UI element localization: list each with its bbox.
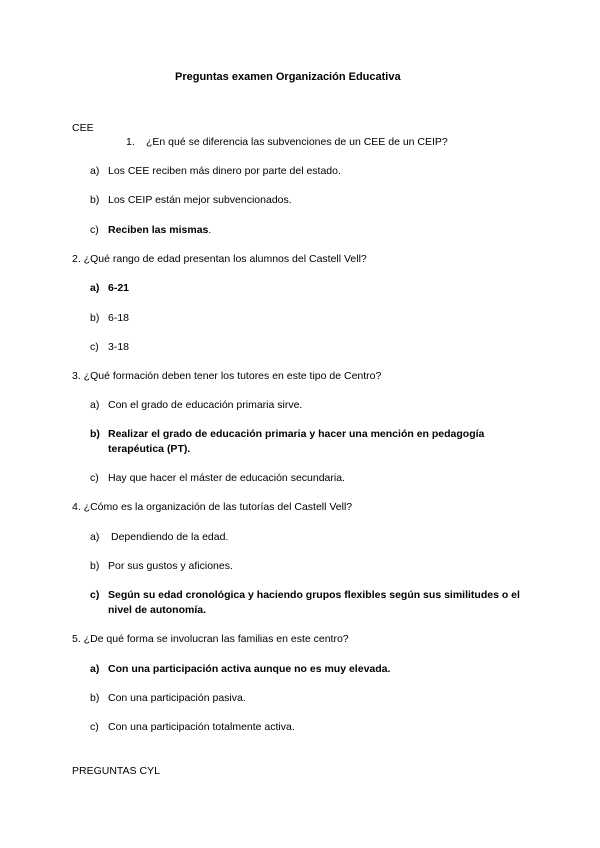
option-letter: b): [90, 692, 100, 704]
question-3-text: 3. ¿Qué formación deben tener los tutores en este tipo de Centro?: [72, 370, 382, 382]
q4-option-b: Por sus gustos y aficiones.: [108, 560, 233, 572]
q1-option-c-suffix: .: [208, 224, 212, 236]
page-title: Preguntas examen Organización Educativa: [175, 71, 401, 83]
q3-option-b: Realizar el grado de educación primaria y hacer una mención en pedagogía terapéutica (PT).: [108, 428, 485, 455]
option-letter: c): [90, 472, 99, 484]
question-5-text: 5. ¿De qué forma se involucran las familias en este centro?: [72, 633, 349, 645]
option-letter: c): [90, 589, 100, 601]
option-letter: a): [90, 165, 100, 177]
option-letter: b): [90, 194, 100, 206]
option-letter: b): [90, 312, 100, 324]
option-letter: a): [90, 399, 100, 411]
question-2-text: 2. ¿Qué rango de edad presentan los alumnos del Castell Vell?: [72, 253, 367, 265]
section-heading-cee: CEE: [72, 122, 94, 134]
q3-option-a: Con el grado de educación primaria sirve.: [108, 399, 303, 411]
option-letter: a): [90, 531, 100, 543]
q2-option-a: 6-21: [108, 282, 130, 294]
option-letter: c): [90, 341, 99, 353]
q1-option-a: Los CEE reciben más dinero por parte del estado.: [108, 165, 341, 177]
q3-option-c: Hay que hacer el máster de educación secundaria.: [108, 472, 345, 484]
question-4-text: 4. ¿Cómo es la organización de las tutorías del Castell Vell?: [72, 501, 353, 513]
q1-option-b: Los CEIP están mejor subvencionados.: [108, 194, 292, 206]
option-letter: b): [90, 428, 100, 440]
question-1-text: ¿En qué se diferencia las subvenciones de un CEE de un CEIP?: [146, 136, 448, 148]
q5-option-a: Con una participación activa aunque no es muy elevada.: [108, 663, 391, 675]
q5-option-c: Con una participación totalmente activa.: [108, 721, 295, 733]
q4-option-a: Dependiendo de la edad.: [111, 531, 229, 543]
option-letter: c): [90, 721, 99, 733]
question-1-number: 1.: [126, 136, 135, 148]
q2-option-c: 3-18: [108, 341, 130, 353]
option-letter: b): [90, 560, 100, 572]
option-letter: a): [90, 282, 100, 294]
q1-option-c-answer: Reciben las mismas: [108, 224, 209, 236]
option-letter: c): [90, 224, 99, 236]
q5-option-b: Con una participación pasiva.: [108, 692, 246, 704]
q1-option-c: [108, 223, 211, 237]
q4-option-c: Según su edad cronológica y haciendo grupos flexibles según sus similitudes o el nivel de autonomía.: [108, 589, 520, 616]
section-heading-cyl: PREGUNTAS CYL: [72, 765, 160, 777]
q2-option-b: 6-18: [108, 312, 130, 324]
option-letter: a): [90, 663, 100, 675]
